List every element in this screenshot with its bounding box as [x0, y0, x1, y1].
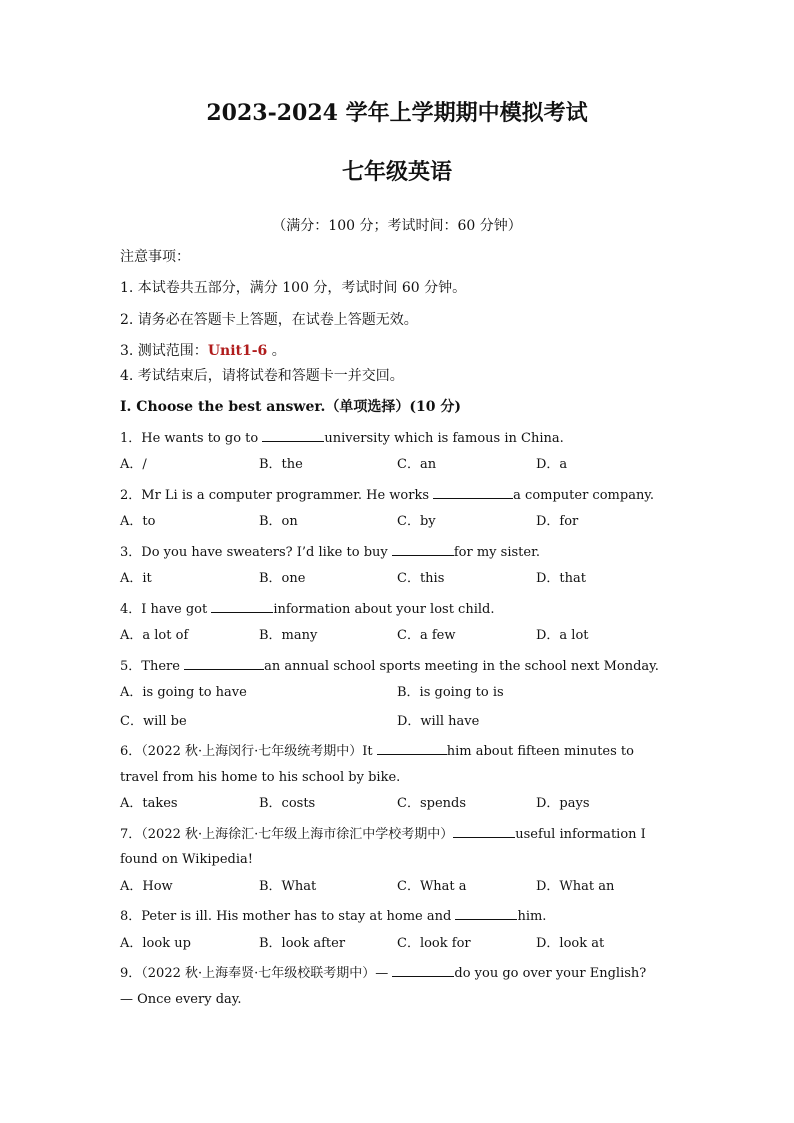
- option-b: B．on: [259, 514, 298, 529]
- note-2: 2. 请务必在答题卡上答题，在试卷上答题无效。: [120, 312, 418, 328]
- question-6: [120, 741, 676, 761]
- question-text: him.: [517, 909, 547, 924]
- answer-blank: [184, 656, 264, 670]
- option-a: A．to: [120, 514, 156, 529]
- option-b: B．is going to is: [397, 685, 504, 700]
- option-d: D．pays: [536, 796, 590, 811]
- question-text: 1．He wants to go to: [120, 431, 263, 446]
- question-9-answer: — Once every day.: [120, 992, 242, 1007]
- question-8: [120, 906, 676, 926]
- question-text: 3．Do you have sweaters? I’d like to buy: [120, 545, 392, 560]
- option-b: B．the: [259, 457, 303, 472]
- option-c: C．this: [397, 571, 445, 586]
- note-3-suffix: 。: [267, 343, 286, 359]
- option-c: C．a few: [397, 628, 456, 643]
- option-d: D．will have: [397, 714, 480, 729]
- options-4: [120, 627, 676, 645]
- option-d: D．What an: [536, 879, 615, 894]
- question-text: 2．Mr Li is a computer programmer. He works: [120, 488, 434, 503]
- option-c: C．by: [397, 514, 436, 529]
- option-c: C．What a: [397, 879, 467, 894]
- question-text: useful information I: [515, 827, 646, 842]
- question-text: him about fifteen minutes to: [446, 744, 634, 759]
- note-3-prefix: 3. 测试范围：: [120, 343, 208, 359]
- notes-heading: 注意事项：: [120, 249, 190, 265]
- question-text: 9．（2022 秋·上海奉贤·七年级校联考期中）—: [120, 966, 393, 981]
- question-text: 8．Peter is ill. His mother has to stay at home and: [120, 909, 456, 924]
- option-a: A．a lot of: [120, 628, 189, 643]
- option-d: D．a: [536, 457, 568, 472]
- answer-blank: [262, 428, 324, 442]
- option-a: A．How: [120, 879, 173, 894]
- option-c: C．spends: [397, 796, 466, 811]
- question-text: do you go over your English?: [454, 966, 647, 981]
- question-text: for my sister.: [453, 545, 540, 560]
- question-text: information about your lost child.: [273, 602, 495, 617]
- answer-blank: [392, 963, 454, 977]
- option-c: C．will be: [120, 714, 187, 729]
- options-1: [120, 456, 676, 474]
- options-5-row1: [120, 684, 676, 702]
- option-b: B．costs: [259, 796, 316, 811]
- note-4: 4. 考试结束后，请将试卷和答题卡一并交回。: [120, 368, 404, 384]
- question-9: [120, 963, 676, 983]
- question-4: [120, 599, 676, 619]
- option-a: A．is going to have: [120, 685, 247, 700]
- option-d: D．that: [536, 571, 586, 586]
- question-text: 5．There: [120, 659, 185, 674]
- answer-blank: [453, 824, 515, 838]
- option-b: B．many: [259, 628, 318, 643]
- answer-blank: [392, 542, 454, 556]
- options-6: [120, 795, 676, 813]
- option-b: B．one: [259, 571, 306, 586]
- option-a: A．/: [120, 457, 147, 472]
- question-text: a computer company.: [513, 488, 655, 503]
- question-2: [120, 485, 676, 505]
- question-7-cont: found on Wikipedia!: [120, 852, 253, 867]
- question-text: an annual school sports meeting in the school next Monday.: [264, 659, 659, 674]
- option-b: B．look after: [259, 936, 346, 951]
- option-c: C．an: [397, 457, 437, 472]
- answer-blank: [377, 741, 447, 755]
- question-5: [120, 656, 676, 676]
- note-3: [120, 342, 676, 360]
- options-2: [120, 513, 676, 531]
- note-1: 1. 本试卷共五部分，满分 100 分，考试时间 60 分钟。: [120, 280, 467, 296]
- options-5-row2: [120, 713, 676, 731]
- options-7: [120, 878, 676, 896]
- question-text: 7．（2022 秋·上海徐汇·七年级上海市徐汇中学校考期中）: [120, 827, 454, 842]
- options-3: [120, 570, 676, 588]
- option-d: D．look at: [536, 936, 605, 951]
- option-d: D．for: [536, 514, 579, 529]
- test-scope: Unit1-6: [207, 343, 268, 359]
- section-heading: I. Choose the best answer.（单项选择）(10 分): [120, 399, 461, 415]
- question-text: 4．I have got: [120, 602, 212, 617]
- option-b: B．What: [259, 879, 317, 894]
- option-a: A．takes: [120, 796, 178, 811]
- option-a: A．it: [120, 571, 152, 586]
- answer-blank: [211, 599, 273, 613]
- option-a: A．look up: [120, 936, 191, 951]
- option-d: D．a lot: [536, 628, 589, 643]
- exam-title: 2023-2024 学年上学期期中模拟考试: [206, 100, 588, 126]
- question-text: 6．（2022 秋·上海闵行·七年级统考期中）It: [120, 744, 377, 759]
- question-7: [120, 824, 676, 844]
- answer-blank: [455, 906, 517, 920]
- answer-blank: [433, 485, 513, 499]
- question-6-cont: travel from his home to his school by bike.: [120, 770, 401, 785]
- question-text: university which is famous in China.: [324, 431, 564, 446]
- option-c: C．look for: [397, 936, 471, 951]
- exam-subject: 七年级英语: [341, 159, 452, 185]
- options-8: [120, 935, 676, 953]
- question-1: [120, 428, 676, 448]
- question-3: [120, 542, 676, 562]
- score-info: （满分：100 分；考试时间：60 分钟）: [272, 218, 522, 234]
